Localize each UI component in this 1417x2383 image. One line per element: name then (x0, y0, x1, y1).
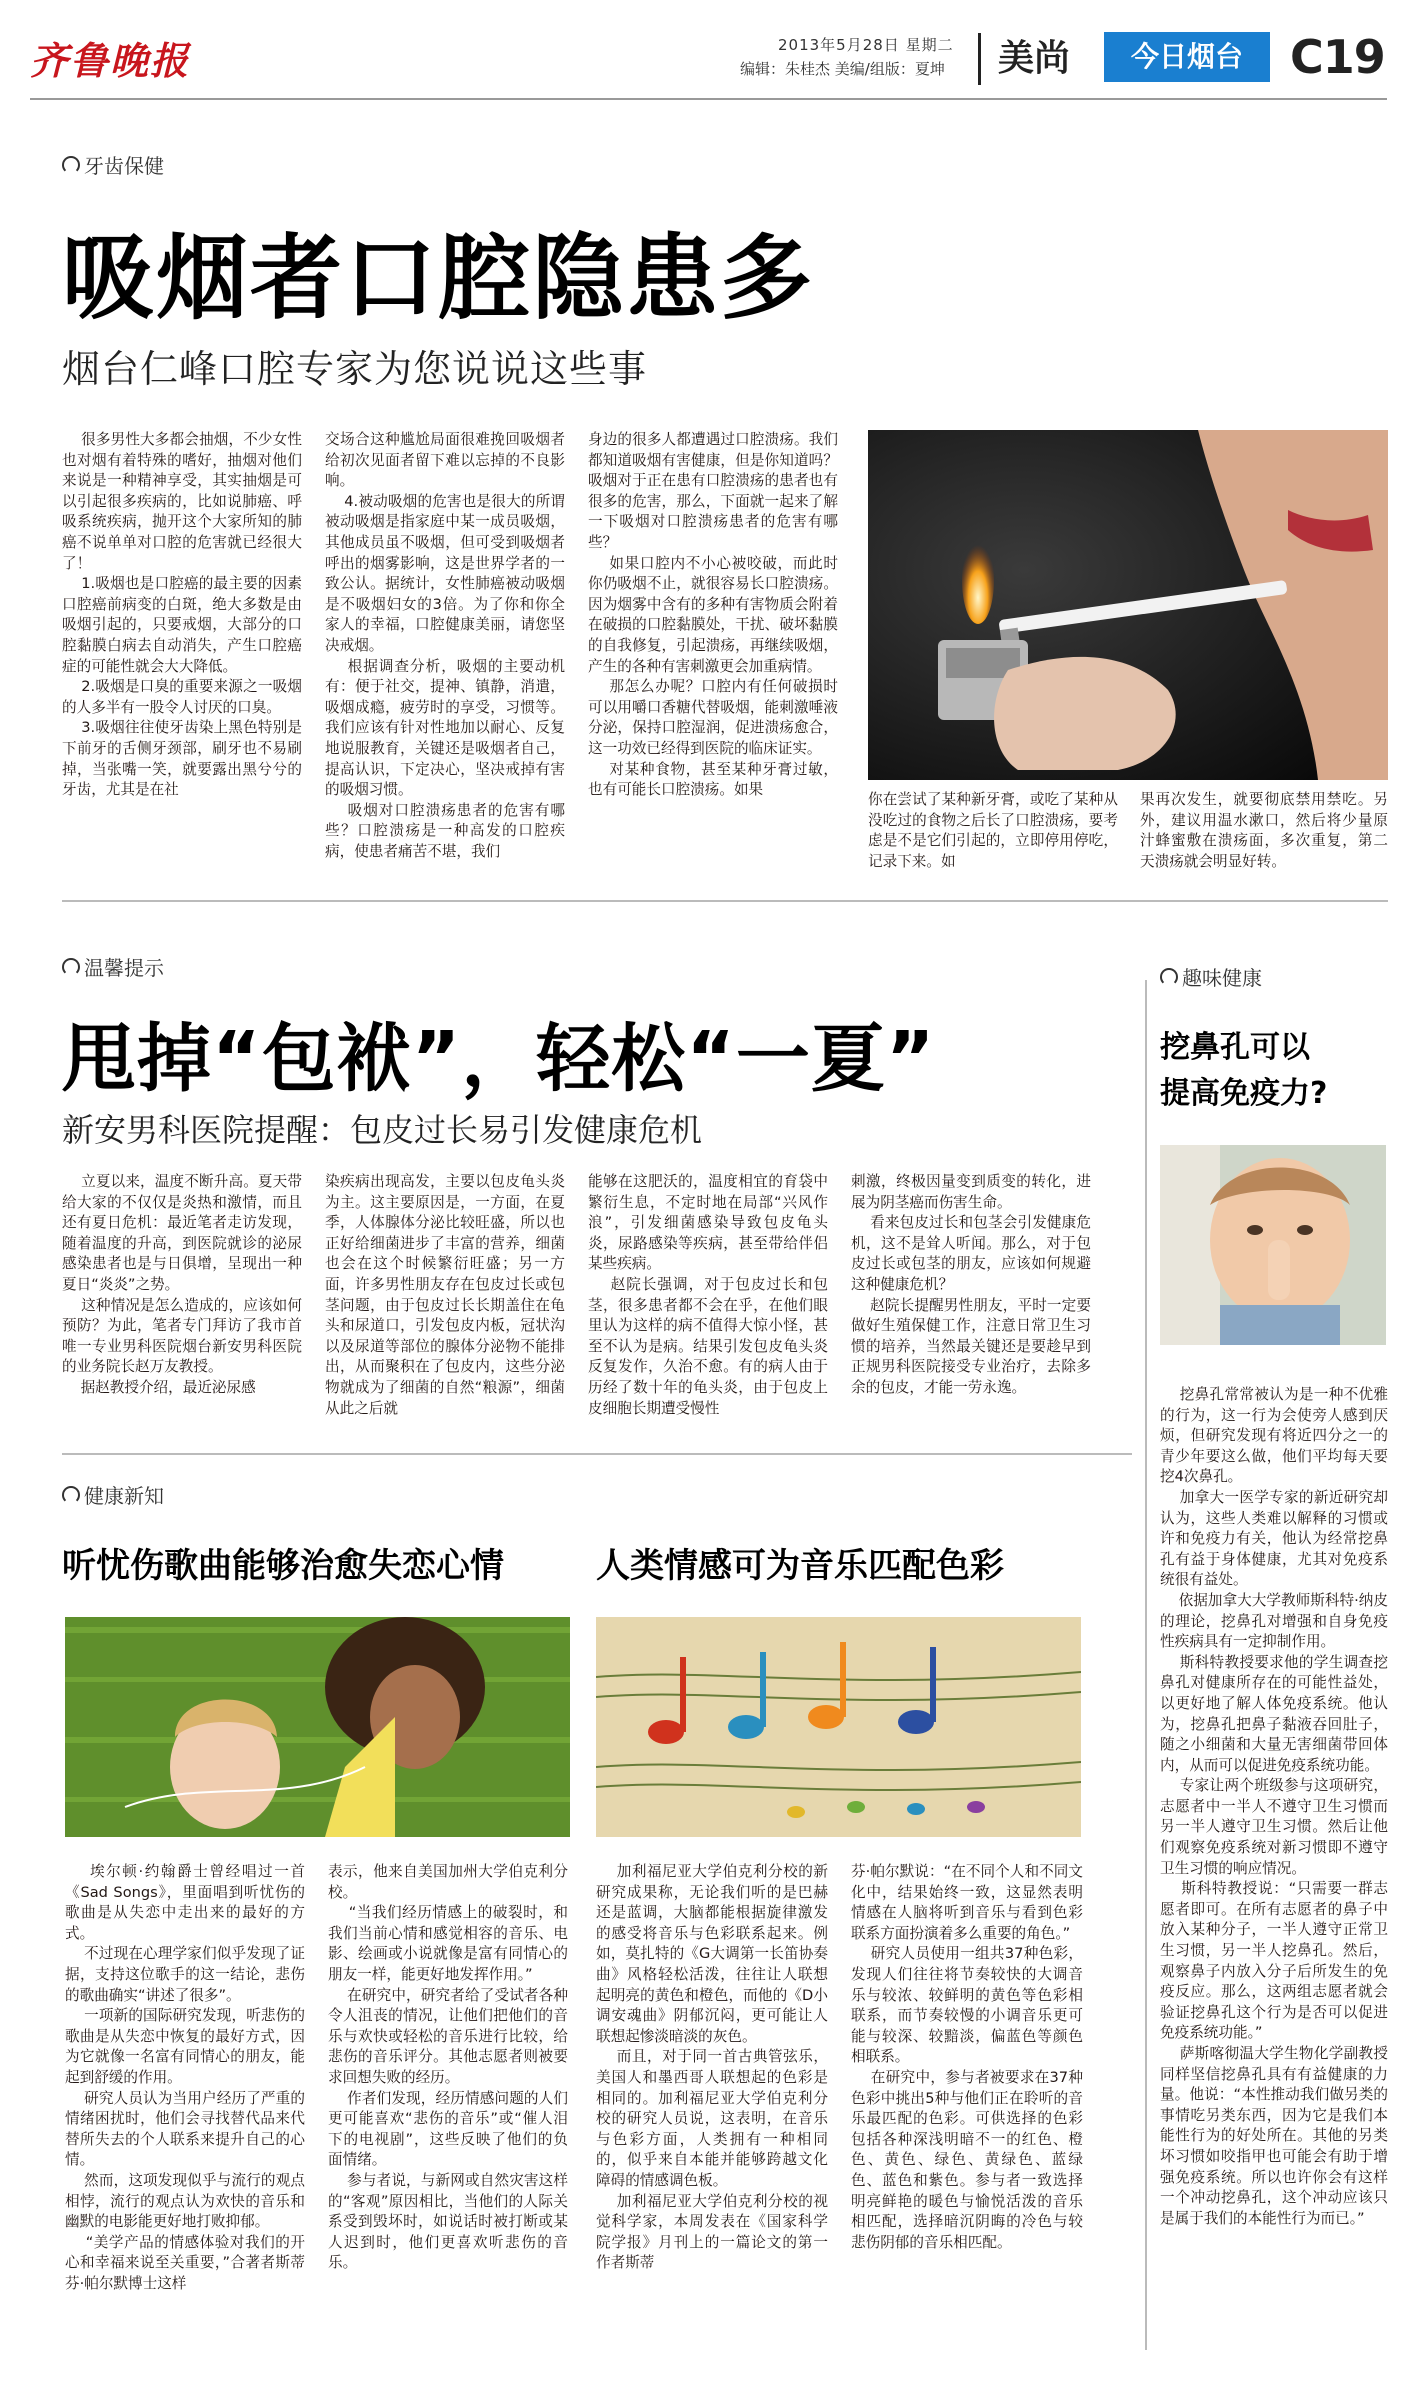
editor-credit: 编辑：朱桂杰 美编/组版：夏坤 (740, 60, 945, 78)
sidebar-body: 挖鼻孔常常被认为是一种不优雅的行为，这一行为会使旁人感到厌烦，但研究发现有将近四分之一的青少年要这么做，他们平均每天要挖4次鼻孔。 加拿大一医学专家的新近研究却认为，这些人类难以解释的习惯或许和免疫力有关，他认为经常挖鼻孔有益于身体健康，尤其对免疫系统很有益处。 依据加拿大大学教师斯科特·纳皮的理论，挖鼻孔对增强和自身免疫性疾病具有一定抑制作用。 斯科特教授要求他的学生调查挖鼻孔对健康所存在的可能性益处，以更好地了解人体免疫系统。他认为，挖鼻孔把鼻子黏液吞回肚子，随之小细菌和大量无害细菌带回体内，从而可以促进免疫系统功能。 专家让两个班级参与这项研究，志愿者中一半人不遵守卫生习惯而另一半人遵守卫生习惯。然后让他们观察免疫系统对新习惯即不遵守卫生习惯的响应情况。 斯科特教授说：“只需要一群志愿者即可。在所有志愿者的鼻子中放入某种分子，一半人遵守正常卫生习惯，另一半人挖鼻孔。然后，观察鼻子内放入分子后所发生的免疫反应。那么，这两组志愿者就会验证挖鼻孔这个行为是否可以促进免疫系统功能。” 萨斯喀彻温大学生物化学副教授同样坚信挖鼻孔具有有益健康的力量。他说：“本性推动我们做另类的事情吃另类东西，因为它是我们本能性行为的好处所在。其他的另类坏习惯如咬指甲也可能会有助于增强免疫系统。所以也许你会有这样一个冲动挖鼻孔，这个冲动应该只是属于我们的本能性行为而已。” (1160, 1386, 1388, 2227)
article1-column-1: 很多男性大多都会抽烟，不少女性也对烟有着特殊的嗜好，抽烟对他们来说是一种精神享受，其实抽烟是可以引起很多疾病的，比如说肺癌、呼吸系统疾病，抛开这个大家所知的肺癌不说单单对口腔的危害就已经很大了！ 1.吸烟也是口腔癌的最主要的因素口腔癌前病变的白斑，绝大多数是由吸烟引起的，只要戒烟，大部分的口腔黏膜白病去自动消失，产生口腔癌症的可能性就会大大降低。 2.吸烟是口臭的重要来源之一吸烟的人多半有一股令人讨厌的口臭。 3.吸烟往往使牙齿染上黑色特别是下前牙的舌侧牙颈部，刷牙也不易刷掉，当张嘴一笑，就要露出黑兮兮的牙齿，尤其是在社 (62, 431, 302, 799)
section-name: 美尚 (998, 38, 1071, 79)
kicker-bullet-icon (62, 958, 80, 976)
header-divider (978, 33, 981, 85)
article1-kicker-text: 牙齿保健 (84, 154, 164, 178)
article2-kicker (62, 952, 164, 981)
article1-headline: 吸烟者口腔隐患多 (62, 225, 815, 332)
kicker-bullet-icon (62, 1486, 80, 1504)
article2-column-2: 染疾病出现高发，主要以包皮龟头炎为主。这主要原因是，一方面，在夏季，人体腺体分泌比较旺盛，所以也正好给细菌进步了丰富的营养，细菌也会在这个时候繁衍旺盛；另一方面，许多男性朋友存在包皮过长或包茎问题，由于包皮过长长期盖住在龟头和尿道口，引发包皮内板，冠状沟以及尿道等部位的腺体分泌物不能排出，从而聚积在了包皮内，这些分泌物就成为了细菌的自然“粮源”，细菌从此之后就 (325, 1173, 565, 1417)
sidebar-title-line-1: 挖鼻孔可以 (1160, 1030, 1310, 1065)
newspaper-logo: 齐鲁晚报 (30, 38, 191, 83)
music-color-column-2: 芬·帕尔默说：“在不同个人和不同文化中，结果始终一致，这显然表明情感在人脑将听到音乐与看到色彩联系方面扮演着多么重要的角色。” 研究人员使用一组共37种色彩，发现人们往往将节奏较快的大调音乐与较浓、较鲜明的黄色等色彩相联系，而节奏较慢的小调音乐更可能与较深、较黯淡，偏蓝色等颜色相联系。 在研究中，参与者被要求在37种色彩中挑出5种与他们正在聆听的音乐最匹配的色彩。可供选择的色彩包括各种深浅明暗不一的红色、橙色、黄色、绿色、黄绿色、蓝绿色、蓝色和紫色。参与者一致选择明亮鲜艳的暖色与愉悦活泼的音乐相匹配，选择暗沉阴晦的冷色与较悲伤阴郁的音乐相匹配。 (851, 1863, 1083, 2251)
section-divider-1 (62, 900, 1388, 902)
article1-subheadline: 烟台仁峰口腔专家为您说说这些事 (62, 347, 648, 391)
article1-column-3: 身边的很多人都遭遇过口腔溃疡。我们都知道吸烟有害健康，但是你知道吗？吸烟对于正在患有口腔溃疡的患者也有很多的危害，那么，下面就一起来了解一下吸烟对口腔溃疡患者的危害有哪些？ 如果口腔内不小心被咬破，而此时你仍吸烟不止，就很容易长口腔溃疡。因为烟雾中含有的多种有害物质会附着在破损的口腔黏膜处，干扰、破坏黏膜的自我修复，引起溃疡，再继续吸烟，产生的各种有害刺激更会加重病情。 那怎么办呢？口腔内有任何破损时可以用嚼口香糖代替吸烟，能刺激唾液分泌，保持口腔湿润，促进溃疡愈合，这一功效已经得到医院的临床证实。 对某种食物，甚至某种牙膏过敏，也有可能长口腔溃疡。如果 (588, 431, 838, 799)
health-news-kicker-text: 健康新知 (84, 1484, 164, 1508)
article2-subheadline: 新安男科医院提醒：包皮过长易引发健康危机 (62, 1111, 703, 1149)
article2-headline: 甩掉“包袱”，轻松“一夏” (62, 1016, 936, 1102)
sidebar-title-line-2: 提高免疫力? (1160, 1076, 1328, 1111)
article2-kicker-text: 温馨提示 (84, 956, 164, 980)
article2-column-3: 能够在这肥沃的，温度相宜的育袋中繁衍生息，不定时地在局部“兴风作浪”，引发细菌感染导致包皮龟头炎，尿路感染等疾病，甚至带给伴侣某些疾病。 赵院长强调，对于包皮过长和包茎，很多患者都不会在乎，在他们眼里认为这样的病不值得大惊小怪，甚至不认为是病。结果引发包皮龟头炎反复发作，久治不愈。有的病人由于历经了数十年的龟头炎，由于包皮上皮细胞长期遭受慢性 (588, 1173, 828, 1417)
article2-column-1: 立夏以来，温度不断升高。夏天带给大家的不仅仅是炎热和激情，而且还有夏日危机：最近笔者走访发现，随着温度的升高，到医院就诊的泌尿感染患者也是与日俱增，呈现出一种夏日“炎炎”之势。 这种情况是怎么造成的，应该如何预防？为此，笔者专门拜访了我市首唯一专业男科医院烟台新安男科医院的业务院长赵万友教授。 据赵教授介绍，最近泌尿感 (62, 1173, 302, 1396)
article2-column-4: 刺激，终极因量变到质变的转化，进展为阴茎癌而伤害生命。 看来包皮过长和包茎会引发健康危机，这不是耸人听闻。那么，对于包皮过长或包茎的朋友，应该如何规避这种健康危机？ 赵院长提醒男性朋友，平时一定要做好生殖保健工作，注意日常卫生习惯的培养，当然最关键还是要趁早到正规男科医院接受专业治疗，去除多余的包皮，才能一劳永逸。 (851, 1173, 1091, 1396)
sidebar-kicker-text: 趣味健康 (1182, 966, 1262, 990)
article1-column-4: 你在尝试了某种新牙膏，或吃了某种从没吃过的食物之后长了口腔溃疡，要考虑是不是它们引起的，立即停用停吃，记录下来。如 (868, 791, 1118, 870)
music-color-column-1: 加利福尼亚大学伯克利分校的新研究成果称，无论我们听的是巴赫还是蓝调，大脑都能根据旋律激发的感受将音乐与色彩联系起来。例如，莫扎特的《G大调第一长笛协奏曲》风格轻松活泼，往往让人联想起明亮的黄色和橙色，而他的《D小调安魂曲》阴郁沉闷，更可能让人联想起惨淡暗淡的灰色。 而且，对于同一首古典管弦乐，美国人和墨西哥人联想起的色彩是相同的。加利福尼亚大学伯克利分校的研究人员说，这表明，在音乐与色彩方面，人类拥有一种相同的，似乎来自本能并能够跨越文化障碍的情感调色板。 加利福尼亚大学伯克利分校的视觉科学家，本周发表在《国家科学院学报》月刊上的一篇论文的第一作者斯蒂 (596, 1863, 828, 2272)
sidebar-divider (1145, 980, 1147, 2350)
page-number: C19 (1290, 30, 1385, 84)
health-news-kicker (62, 1480, 164, 1509)
sad-songs-column-2: 表示，他来自美国加州大学伯克利分校。 “当我们经历情感上的破裂时，和我们当前心情和感觉相容的音乐、电影、绘画或小说就像是富有同情心的朋友一样，能更好地发挥作用。” 在研究中，研究者给了受试者各种令人沮丧的情况，让他们把他们的音乐与欢快或轻松的音乐进行比较，给悲伤的音乐评分。其他志愿者则被要求回想失败的经历。 作者们发现，经历情感问题的人们更可能喜欢“悲伤的音乐”或“催人泪下的电视剧”，这些反映了他们的负面情绪。 参与者说，与新网或自然灾害这样的“客观”原因相比，当他们的人际关系受到毁坏时，如说话时被打断或某人迟到时，他们更喜欢听悲伤的音乐。 (328, 1863, 568, 2272)
section-tag: 今日烟台 (1104, 32, 1270, 82)
header-rule (30, 98, 1387, 100)
sad-songs-headline: 听忧伤歌曲能够治愈失恋心情 (62, 1546, 504, 1586)
child-nose-photo (1160, 1145, 1386, 1345)
kicker-bullet-icon (62, 156, 80, 174)
sidebar-kicker (1160, 962, 1262, 991)
couple-on-grass-photo (65, 1617, 570, 1837)
kicker-bullet-icon (1160, 968, 1178, 986)
smoking-photo (868, 430, 1388, 780)
section-divider-2 (62, 1453, 1132, 1455)
article1-column-2: 交场合这种尴尬局面很难挽回吸烟者给初次见面者留下难以忘掉的不良影响。 4.被动吸烟的危害也是很大的所谓被动吸烟是指家庭中某一成员吸烟，其他成员虽不吸烟，但可受到吸烟者呼出的烟雾影响，这是世界学者的一致公认。据统计，女性肺癌被动吸烟是不吸烟妇女的3倍。为了你和你全家人的幸福，口腔健康美丽，请您坚决戒烟。 根据调查分析，吸烟的主要动机有：便于社交，提神、镇静，消遣，吸烟成瘾，疲劳时的享受，习惯等。我们应该有针对性地加以耐心、反复地说服教育，关键还是吸烟者自己，提高认识，下定决心，坚决戒掉有害的吸烟习惯。 吸烟对口腔溃疡患者的危害有哪些？口腔溃疡是一种高发的口腔疾病，使患者痛苦不堪，我们 (325, 431, 565, 860)
article1-kicker (62, 150, 164, 179)
issue-date: 2013年5月28日 星期二 (778, 36, 954, 54)
article1-column-5: 果再次发生，就要彻底禁用禁吃。另外，建议用温水漱口，然后将少量原汁蜂蜜敷在溃疡面，多次重复，第二天溃疡就会明显好转。 (1140, 791, 1388, 870)
music-color-headline: 人类情感可为音乐匹配色彩 (596, 1546, 1004, 1586)
colorful-music-notes-photo (596, 1617, 1081, 1837)
sad-songs-column-1: 埃尔顿·约翰爵士曾经唱过一首《Sad Songs》，里面唱到听忧伤的歌曲是从失恋中走出来的最好的方式。 不过现在心理学家们似乎发现了证据，支持这位歌手的这一结论，悲伤的歌曲确实“讲述了很多”。 一项新的国际研究发现，听悲伤的歌曲是从失恋中恢复的最好方式，因为它就像一名富有同情心的朋友，能起到舒缓的作用。 研究人员认为当用户经历了严重的情绪困扰时，他们会寻找替代品来代替所失去的个人联系来提升自己的心情。 然而，这项发现似乎与流行的观点相悖，流行的观点认为欢快的音乐和幽默的电影能更好地打败抑郁。 “美学产品的情感体验对我们的开心和幸福来说至关重要，”合著者斯蒂芬·帕尔默博士这样 (65, 1863, 305, 2292)
